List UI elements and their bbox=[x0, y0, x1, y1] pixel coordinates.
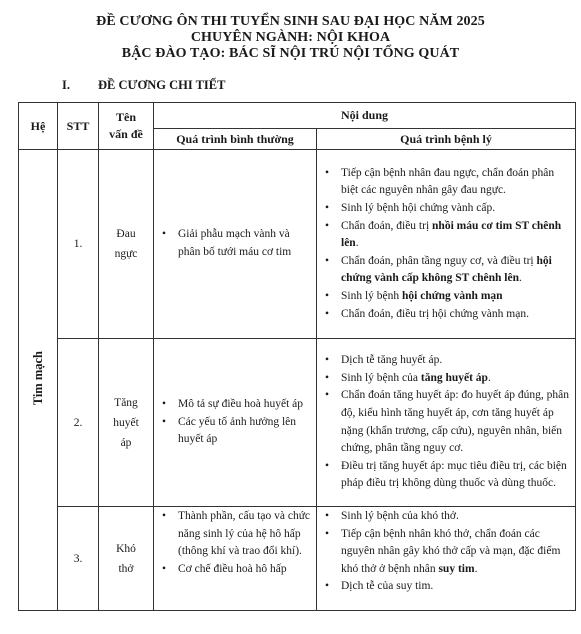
list-item: • Dịch tễ tăng huyết áp. bbox=[317, 352, 575, 370]
item-bold: hội chứng vành cấp không ST chênh lên bbox=[341, 254, 552, 285]
topic-line: áp bbox=[120, 436, 132, 449]
item-tail: . bbox=[355, 237, 359, 250]
list-item: • Dịch tễ của suy tim. bbox=[317, 578, 575, 596]
header-stt: STT bbox=[58, 103, 99, 150]
topic-line: ngực bbox=[114, 248, 138, 260]
topic-cell bbox=[99, 339, 154, 507]
topic-line: huyết bbox=[113, 416, 139, 429]
stt-cell: 2. bbox=[58, 339, 99, 507]
doc-title-line-2: CHUYÊN NGÀNH: NỘI KHOA bbox=[190, 30, 391, 45]
header-noi-dung: Nội dung bbox=[154, 103, 576, 129]
topic-line: Đau bbox=[116, 228, 136, 240]
list-item bbox=[317, 288, 575, 306]
header-he: Hệ bbox=[19, 103, 58, 150]
list-item: • Mô tả sự điều hoà huyết áp bbox=[154, 396, 316, 414]
topic-cell bbox=[99, 150, 154, 339]
table-row bbox=[19, 339, 576, 507]
item-bold: hội chứng vành mạn bbox=[402, 289, 503, 302]
header-ten-line-2: vấn đề bbox=[109, 127, 143, 141]
header-binh-thuong: Quá trình bình thường bbox=[154, 129, 317, 150]
pathology-cell bbox=[317, 507, 576, 611]
item-text: Chẩn đoán, điều trị bbox=[341, 219, 433, 232]
system-cell bbox=[19, 150, 58, 611]
list-item bbox=[317, 218, 575, 253]
stt-cell: 3. bbox=[58, 507, 99, 611]
item-bold: suy tim bbox=[438, 562, 475, 575]
topic-line: thở bbox=[118, 562, 134, 575]
normal-process-cell bbox=[154, 150, 317, 339]
list-item: • Giải phẫu mạch vành và phân bố tưới máu cơ tim bbox=[154, 226, 316, 261]
item-bold: tăng huyết áp bbox=[420, 371, 488, 384]
pathology-cell bbox=[317, 339, 576, 507]
list-item: • Chẩn đoán, điều trị hội chứng vành mạn. bbox=[317, 306, 575, 324]
topic-line: Khó bbox=[116, 542, 136, 555]
list-item: • Sinh lý bệnh của khó thở. bbox=[317, 508, 575, 526]
item-tail: . bbox=[474, 562, 478, 575]
list-item bbox=[317, 370, 575, 388]
normal-process-cell bbox=[154, 507, 317, 611]
section-heading bbox=[62, 78, 225, 93]
stt-cell: 1. bbox=[58, 150, 99, 339]
topic-cell bbox=[99, 507, 154, 611]
section-number: I. bbox=[62, 78, 70, 92]
item-bold: nhồi máu cơ tim ST chênh lên bbox=[341, 219, 562, 250]
list-item: • Tiếp cận bệnh nhân đau ngực, chẩn đoán phân biệt các nguyên nhân gây đau ngực. bbox=[317, 165, 575, 200]
pathology-cell bbox=[317, 150, 576, 339]
item-tail: . bbox=[487, 371, 491, 384]
list-item: • Các yếu tố ảnh hưởng lên huyết áp bbox=[154, 414, 316, 449]
doc-title-line-3: BẬC ĐÀO TẠO: BÁC SĨ NỘI TRÚ NỘI TỔNG QUÁT bbox=[121, 46, 460, 61]
item-tail: . bbox=[518, 272, 522, 285]
list-item bbox=[317, 526, 575, 579]
list-item: • Thành phần, cấu tạo và chức năng sinh lý của hệ hô hấp (thông khí và trao đổi khí). bbox=[154, 508, 316, 561]
table-row bbox=[19, 507, 576, 611]
topic-line: Tăng bbox=[114, 396, 138, 409]
list-item bbox=[317, 253, 575, 288]
item-text: Chẩn đoán, phân tầng nguy cơ, và điều trị bbox=[341, 254, 537, 267]
syllabus-table bbox=[18, 102, 576, 611]
item-text: Sinh lý bệnh của bbox=[341, 371, 421, 384]
section-title: ĐỀ CƯƠNG CHI TIẾT bbox=[98, 78, 226, 92]
system-label: Tim mạch bbox=[30, 351, 45, 406]
list-item: • Chẩn đoán tăng huyết áp: đo huyết áp đúng, phân độ, kiểu hình tăng huyết áp, cơn tăng huyết áp nặng (khẩn trương, cấp cứu), nguyên nhân, biến chứng, phân tầng nguy cơ. bbox=[317, 387, 575, 457]
list-item: • Sinh lý bệnh hội chứng vành cấp. bbox=[317, 200, 575, 218]
header-ten-line-1: Tên bbox=[115, 110, 136, 124]
item-text: Sinh lý bệnh bbox=[341, 289, 403, 302]
normal-process-cell bbox=[154, 339, 317, 507]
header-ten-van-de bbox=[99, 103, 154, 150]
table-row bbox=[19, 150, 576, 339]
list-item: • Cơ chế điều hoà hô hấp bbox=[154, 561, 316, 579]
item-text: Tiếp cận bệnh nhân khó thở, chẩn đoán các nguyên nhân gây khó thở cấp và mạn, đặc điểm khó thở ở bệnh nhân bbox=[341, 527, 561, 575]
list-item: • Điều trị tăng huyết áp: mục tiêu điều trị, các biện pháp điều trị không dùng thuốc và dùng thuốc. bbox=[317, 458, 575, 493]
header-benh-ly: Quá trình bệnh lý bbox=[317, 129, 576, 150]
doc-title-line-1: ĐỀ CƯƠNG ÔN THI TUYỂN SINH SAU ĐẠI HỌC NĂM 2025 bbox=[96, 14, 485, 29]
